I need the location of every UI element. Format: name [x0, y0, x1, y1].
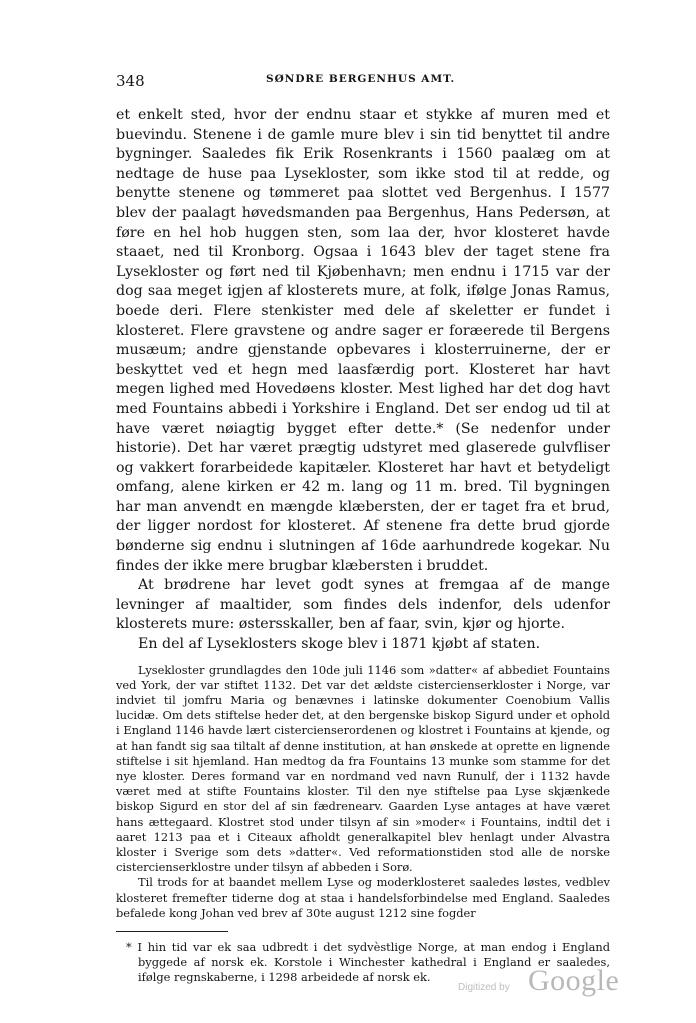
page-number: 348: [116, 72, 145, 90]
google-logo: Google: [528, 964, 620, 997]
history-paragraph: Til trods for at baandet mellem Lyse og moderklosteret saaledes løstes, vedblev klosteret fremefter tiderne dog at staa i handelsforbindelse med England. Saaledes befalede kong Johan ved brev af 30te august 1212 sine fogder: [116, 875, 610, 920]
running-head: SØNDRE BERGENHUS AMT.: [266, 73, 456, 85]
paragraph: En del af Lyseklosters skoge blev i 1871 kjøbt af staten.: [138, 636, 541, 653]
footnote-divider: [116, 931, 228, 932]
history-section: [116, 663, 610, 921]
digitized-by-watermark: [458, 962, 618, 1008]
book-page: [116, 72, 610, 985]
page-header: [116, 72, 610, 94]
paragraph: At brødrene har levet godt synes at fremgaa af de mange levninger af maaltider, som findes dels indenfor, dels udenfor klosterets mure: østersskaller, ben af faar, svin, kjør og hjorte.: [116, 577, 610, 633]
main-text: [116, 106, 610, 655]
history-paragraph: Lysekloster grundlagdes den 10de juli 1146 som »datter« af abbediet Fountains ved York, der var stiftet 1132. Det var det ældste cistercienserkloster i Norge, var indviet til jomfru Maria og benævnes i latinske dokumenter Coenobium Vallis lucidæ. Om dets stiftelse heder det, at den bergenske biskop Sigurd under et ophold i England 1146 havde lært cistercienserordenen og klostret i Fountains at kjende, og at han fandt sig saa tiltalt af denne institution, at han ønskede at oprette en lignende stiftelse i sit hjemland. Han medtog da fra Fountains 13 munke som stamme for det nye kloster. Deres formand var en nordmand ved navn Runulf, der i 1132 havde været med at stifte Fountains kloster. Til den nye stiftelse paa Lyse skjænkede biskop Sigurd en stor del af sin fædrenearv. Gaarden Lyse antages at have været hans ættegaard. Klostret stod under tilsyn af sin »moder« i Fountains, indtil det i aaret 1213 paa et i Citeaux afholdt generalkapitel blev henlagt under Alvastra kloster i Sverige som dets »datter«. Ved reformationstiden stod alle de norske cistercienserklostre under tilsyn af abbeden i Sorø.: [116, 662, 610, 875]
paragraph: et enkelt sted, hvor der endnu staar et stykke af muren med et buevindu. Stenene i de gamle mure blev i sin tid benyttet til andre bygninger. Saaledes fik Erik Rosenkrants i 1560 paalæg om at nedtage de huse paa Lysekloster, som ikke stod til at redde, og benytte stenene og tømmeret paa slottet ved Bergenhus. I 1577 blev der paalagt høvedsmanden paa Bergenhus, Hans Pedersøn, at føre en hel hob huggen sten, som laa der, hvor klosteret havde staaet, ned til Kronborg. Ogsaa i 1643 blev der taget stene fra Lysekloster og ført ned til Kjøbenhavn; men endnu i 1715 var der dog saa meget igjen af klosterets mure, at folk, ifølge Jonas Ramus, boede deri. Flere stenkister med dele af skeletter er fundet i klosteret. Flere gravstene og andre sager er foræerede til Bergens musæum; andre gjenstande opbevares i klosterruinerne, der er beskyttet ved et hegn med laasfærdig port. Klosteret har havt megen lighed med Hovedøens kloster. Mest lighed har det dog havt med Fountains abbedi i Yorkshire i England. Det ser endog ud til at have været nøiagtig bygget efter dette.* (Se nedenfor under historie). Det har været prægtig udstyret med glaserede gulvfliser og vakkert forarbeidede kapitæler. Klosteret har havt et betydeligt omfang, alene kirken er 42 m. lang og 11 m. bred. Til bygningen har man anvendt en mængde klæbersten, der er taget fra et brud, der ligger nordost for klosteret. Af stenene fra dette brud gjorde bønderne sig endnu i slutningen af 16de aarhundrede kogekar. Nu findes der ikke mere brugbar klæbersten i bruddet.: [116, 107, 610, 574]
footnote: * I hin tid var ek saa udbredt i det sydvèstlige Norge, at man endog i England byggede af norsk ek. Korstole i Winchester kathedral i England er saaledes, ifølge regnskaberne, i 1298 arbeidede af norsk ek.: [126, 940, 610, 985]
watermark-prefix: Digitized by: [458, 982, 510, 993]
